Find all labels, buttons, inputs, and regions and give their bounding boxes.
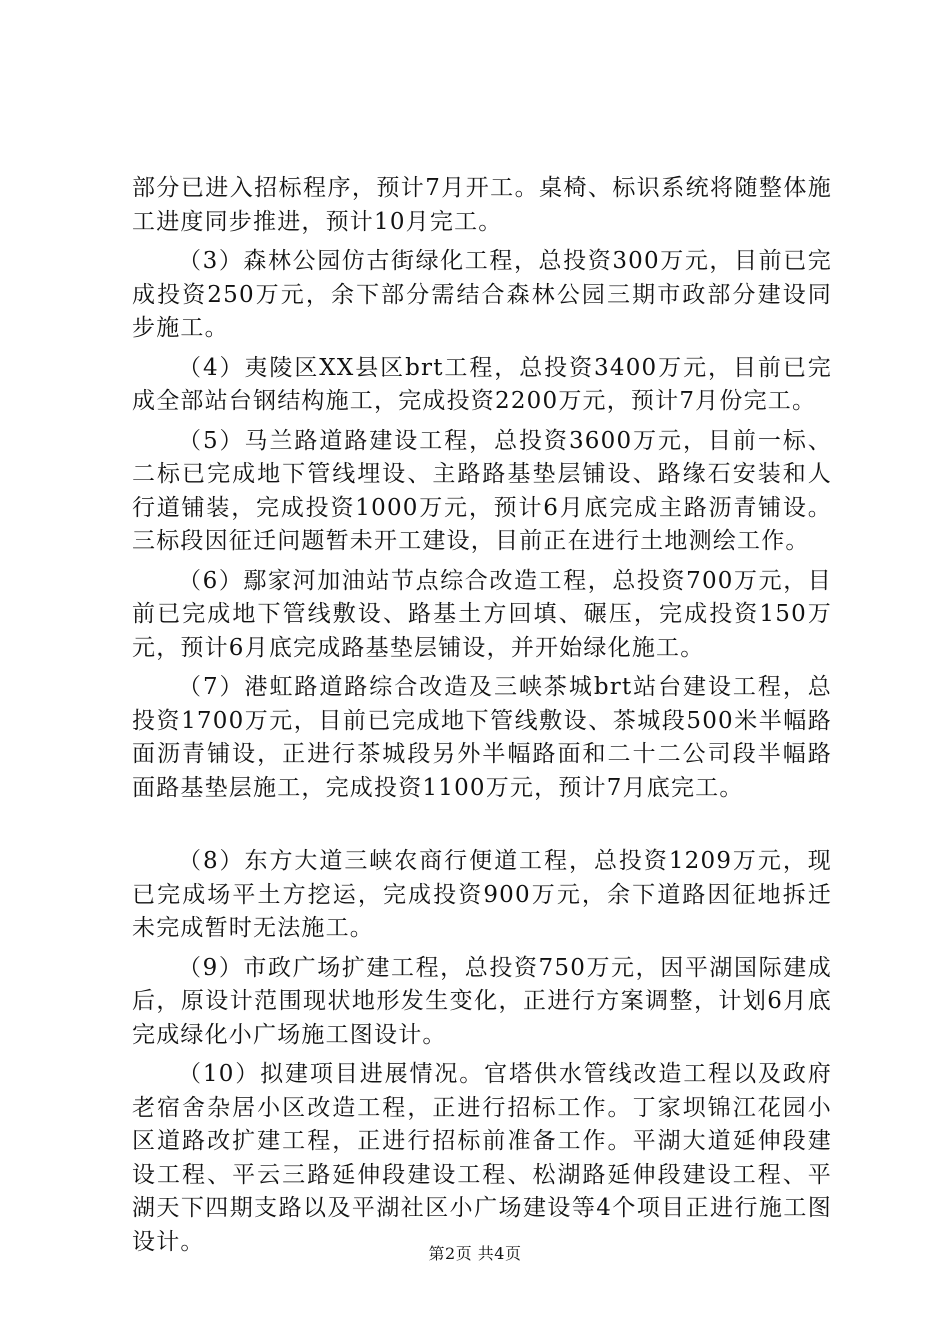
document-body [132, 172, 832, 1265]
paragraph-item-3: （3）森林公园仿古街绿化工程，总投资300万元，目前已完成投资250万元，余下部分需结合森林公园三期市政部分建设同步施工。 [132, 248, 832, 341]
paragraph-item-8: （8）东方大道三峡农商行便道工程，总投资1209万元，现已完成场平土方挖运，完成投资900万元，余下道路因征地拆迁未完成暂时无法施工。 [132, 848, 832, 941]
paragraph-item-6: （6）鄢家河加油站节点综合改造工程，总投资700万元，目前已完成地下管线敷设、路基土方回填、碾压，完成投资150万元，预计6月底完成路基垫层铺设，并开始绿化施工。 [132, 567, 832, 661]
paragraph-item-7: （7）港虹路道路综合改造及三峡茶城brt站台建设工程，总投资1700万元，目前已完成地下管线敷设、茶城段500米半幅路面沥青铺设，正进行茶城段另外半幅路面和二十二公司段半幅路面路基垫层施工，完成投资1100万元，预计7月底完工。 [132, 674, 832, 801]
paragraph-item-9: （9）市政广场扩建工程，总投资750万元，因平湖国际建成后，原设计范围现状地形发生变化，正进行方案调整，计划6月底完成绿化小广场施工图设计。 [132, 954, 832, 1048]
page-number-footer: 第2页 共4页 [428, 1244, 522, 1263]
paragraph-item-5: （5）马兰路道路建设工程，总投资3600万元，目前一标、二标已完成地下管线埋设、主路路基垫层铺设、路缘石安装和人行道铺装，完成投资1000万元，预计6月底完成主路沥青铺设。三标段因征迁问题暂未开工建设，目前正在进行土地测绘工作。 [132, 427, 832, 554]
paragraph-item-10: （10）拟建项目进展情况。官塔供水管线改造工程以及政府老宿舍杂居小区改造工程，正进行招标工作。丁家坝锦江花园小区道路改扩建工程，正进行招标前准备工作。平湖大道延伸段建设工程、平云三路延伸段建设工程、松湖路延伸段建设工程、平湖天下四期支路以及平湖社区小广场建设等4个项目正进行施工图设计。 [132, 1061, 832, 1255]
paragraph-item-4: （4）夷陵区XX县区brt工程，总投资3400万元，目前已完成全部站台钢结构施工，完成投资2200万元，预计7月份完工。 [132, 354, 832, 414]
paragraph-continuation: 部分已进入招标程序，预计7月开工。桌椅、标识系统将随整体施工进度同步推进，预计10月完工。 [132, 175, 832, 235]
